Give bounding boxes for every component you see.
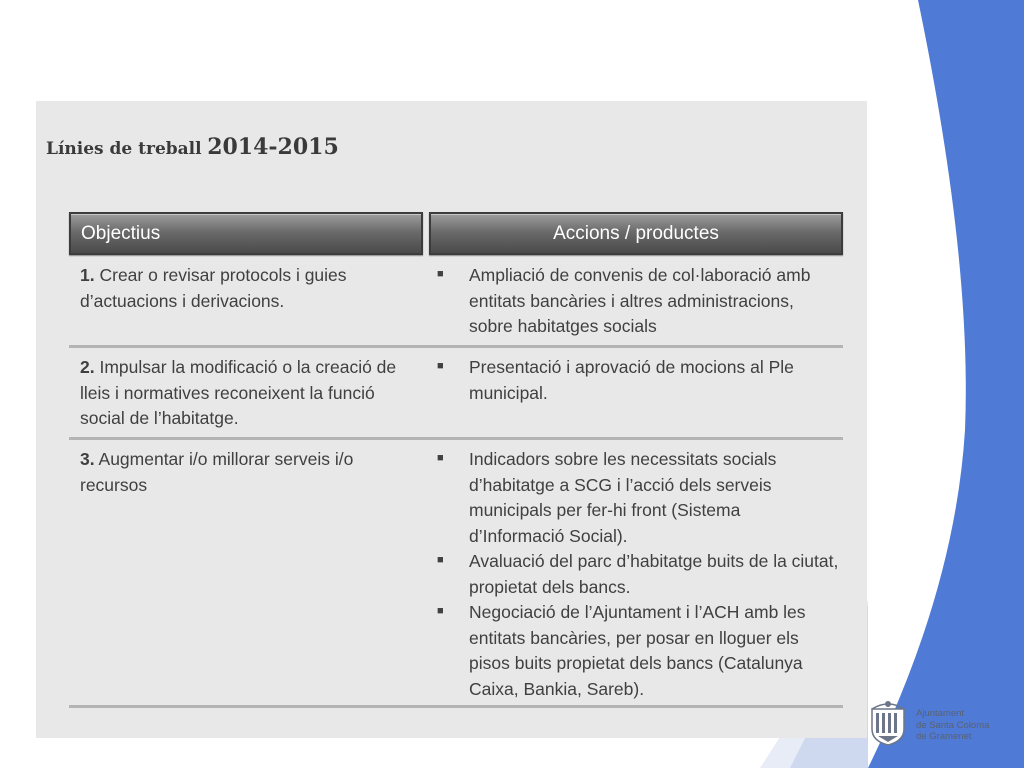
row3-objective (80, 447, 415, 498)
row1-action-1: Ampliació de convenis de col·laboració amb entitats bancàries i altres administracions, sobre habitatges socials (469, 265, 811, 336)
row1-objective-text: Crear o revisar protocols i guies d’actuacions i derivacions. (80, 265, 347, 311)
row-separator (69, 705, 843, 708)
title-text: Línies de treball (46, 139, 202, 159)
row3-action-3: Negociació de l’Ajuntament i l’ACH amb les entitats bancàries, per posar en lloguer els pisos buits propietat dels bancs (Catalunya Caixa, Bankia, Sareb). (469, 602, 806, 699)
municipal-shield-logo (866, 695, 910, 747)
bullet-icon: ■ (437, 605, 444, 617)
row3-action-1: Indicadors sobre les necessitats socials d’habitatge a SCG i l’acció dels serveis municipals per fer-hi front (Sistema d’Informació Social). (469, 449, 777, 546)
row2-objective (80, 355, 415, 432)
row1-objective (80, 263, 415, 314)
row2-objective-text: Impulsar la modificació o la creació de lleis i normatives reconeixent la funció social de l’habitatge. (80, 357, 397, 428)
municipal-name (916, 708, 989, 743)
bullet-icon: ■ (437, 554, 444, 566)
bullet-icon: ■ (437, 452, 444, 464)
row2-number: 2. (80, 357, 95, 377)
title-years: 2014-2015 (207, 134, 339, 160)
header-objectius: Objectius (69, 212, 423, 255)
row1-number: 1. (80, 265, 95, 285)
row2-action-1: Presentació i aprovació de mocions al Ple municipal. (469, 357, 794, 403)
municipal-name-line2: de Santa Coloma (916, 719, 990, 731)
row3-number: 3. (80, 449, 95, 469)
header-accions: Accions / productes (429, 212, 843, 255)
row3-action-2: Avaluació del parc d’habitatge buits de la ciutat, propietat dels bancs. (469, 551, 839, 597)
municipal-name-line3: de Gramenet (916, 731, 972, 742)
row-separator (69, 345, 843, 348)
bullet-icon: ■ (437, 360, 444, 372)
municipal-name-line1: Ajuntament (916, 708, 965, 719)
row-separator (69, 437, 843, 440)
bullet-icon: ■ (437, 268, 444, 280)
slide-title (46, 134, 339, 160)
row3-objective-text: Augmentar i/o millorar serveis i/o recursos (80, 449, 354, 495)
